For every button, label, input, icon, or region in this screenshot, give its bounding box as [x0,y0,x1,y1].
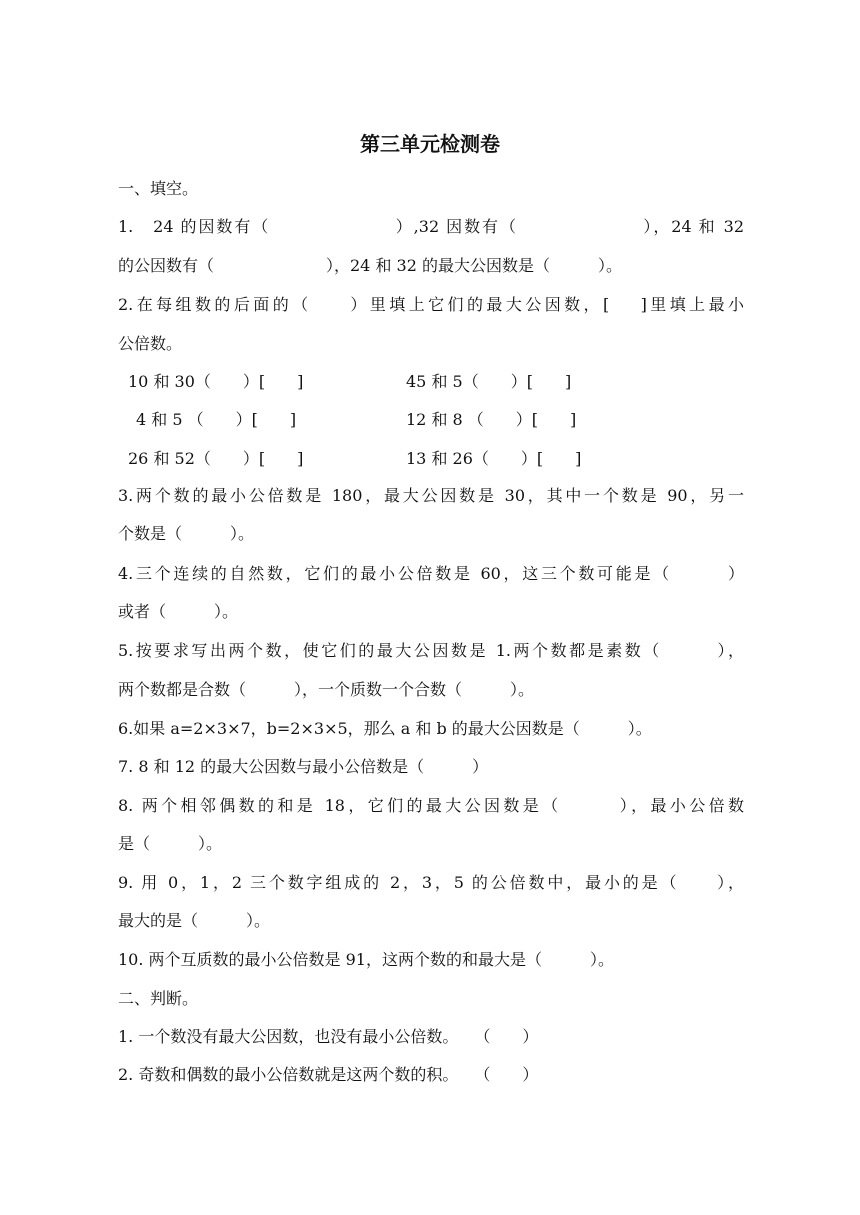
section-heading-fill: 一、填空。 [118,179,199,198]
judge-question-2: 2. 奇数和偶数的最小公倍数就是这两个数的积。 （ ） [118,1065,539,1084]
question-9-line-2: 最大的是（ ）。 [118,911,271,930]
question-6: 6.如果 a=2×3×7，b=2×3×5，那么 a 和 b 的最大公因数是（ ）。 [118,719,652,738]
question-1-line-2: 的公因数有（ ），24 和 32 的最大公因数是（ ）。 [118,256,622,275]
question-4-line-2: 或者（ ）。 [118,602,239,621]
question-5-line-2: 两个数都是合数（ ），一个质数一个合数（ ）。 [118,680,535,699]
pair-13-26: 13 和 26（ ）[ ] [406,449,582,468]
question-2-line-2: 公倍数。 [118,334,183,353]
pair-4-5: 4 和 5 （ ）[ ] [136,410,297,429]
section-heading-judge: 二、判断。 [118,989,199,1008]
question-2-line-1: 2.在每组数的后面的（ ）里填上它们的最大公因数，[ ]里填上最小 [118,295,744,314]
judge-question-1: 1. 一个数没有最大公因数，也没有最小公倍数。 （ ） [118,1027,539,1046]
question-1-line-1: 1. 24 的因数有（ ）,32 因数有（ ），24 和 32 [118,217,744,236]
question-8-line-1: 8. 两个相邻偶数的和是 18，它们的最大公因数是（ ），最小公倍数 [118,796,744,815]
page-title: 第三单元检测卷 [360,132,500,156]
question-5-line-1: 5.按要求写出两个数，使它们的最大公因数是 1.两个数都是素数（ ）， [118,641,744,660]
question-9-line-1: 9. 用 0，1，2 三个数字组成的 2，3，5 的公倍数中，最小的是（ ）， [118,873,744,892]
question-4-line-1: 4.三个连续的自然数，它们的最小公倍数是 60，这三个数可能是（ ） [118,564,744,583]
question-10: 10. 两个互质数的最小公倍数是 91，这两个数的和最大是（ ）。 [118,950,614,969]
pair-10-30: 10 和 30（ ）[ ] [128,372,304,391]
pair-45-5: 45 和 5（ ）[ ] [406,372,572,391]
question-3-line-2: 个数是（ ）。 [118,524,255,543]
pair-26-52: 26 和 52（ ）[ ] [128,449,304,468]
pair-12-8: 12 和 8 （ ）[ ] [406,410,577,429]
question-8-line-2: 是（ ）。 [118,834,223,853]
question-7: 7. 8 和 12 的最大公因数与最小公倍数是（ ） [118,757,489,776]
question-3-line-1: 3.两个数的最小公倍数是 180，最大公因数是 30，其中一个数是 90，另一 [118,486,744,505]
